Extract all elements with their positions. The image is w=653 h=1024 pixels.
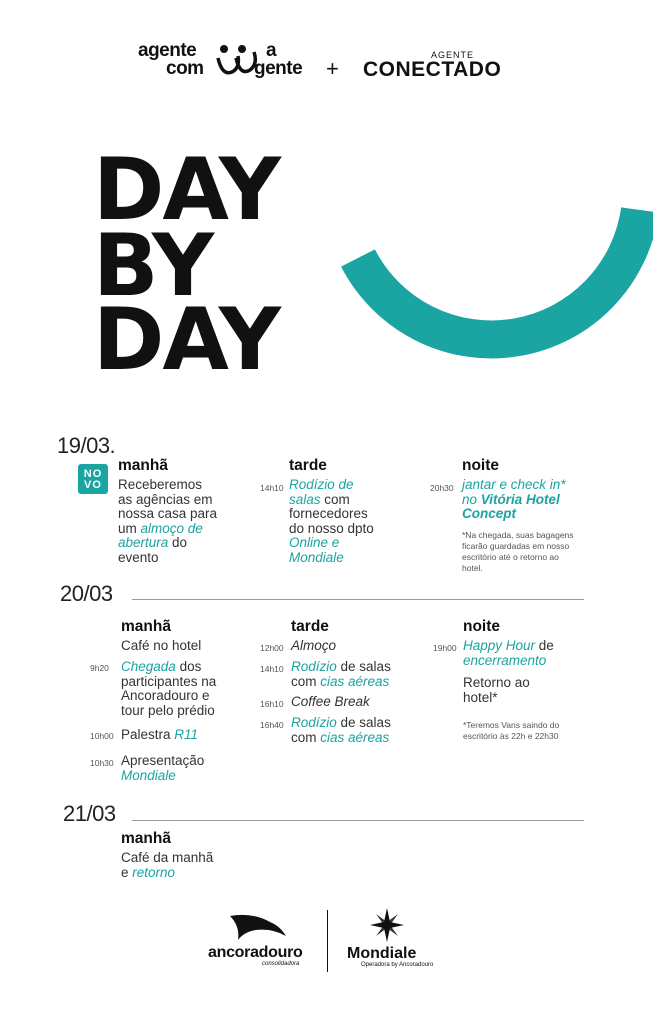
day1-night-time: 20h30 — [430, 483, 454, 493]
day2-afternoon-label: tarde — [291, 618, 329, 635]
text-line: abertura do — [118, 535, 188, 550]
highlight: salas — [289, 491, 321, 507]
text-line: as agências em — [118, 491, 213, 507]
day2-afternoon-time3: 16h10 — [260, 699, 284, 709]
highlight: R11 — [174, 727, 199, 742]
agente-conectado-logo — [363, 48, 528, 84]
day1-afternoon-label: tarde — [289, 457, 327, 474]
mondiale-name: Mondiale — [347, 945, 417, 962]
text-line: evento — [118, 549, 159, 565]
text-line: nossa casa para — [118, 506, 218, 521]
highlight: encerramento — [463, 652, 547, 668]
highlight: retorno — [132, 864, 176, 880]
novo-badge — [78, 464, 108, 494]
day2-night-time1: 19h00 — [433, 643, 457, 653]
title-line-1: DAY — [93, 140, 279, 240]
title-line-2: BY — [93, 216, 213, 316]
day2-date: 20/03 — [60, 581, 113, 606]
day2-morning-item1: Chegada dos participantes na Ancoradouro e tour pelo prédio — [121, 659, 217, 718]
teal-arc-decoration — [340, 200, 653, 390]
highlight: abertura — [118, 535, 169, 550]
highlight: Rodízio — [291, 715, 337, 730]
day1-night-label: noite — [462, 457, 500, 474]
day2-morning-label: manhã — [121, 618, 171, 635]
day2-night-item2: Retorno ao hotel* — [463, 675, 530, 705]
day2-night-note: *Teremos Vans saindo do escritório às 22h e 22h30 — [463, 720, 560, 741]
day2-morning-item2: Palestra R11 — [121, 727, 199, 742]
day1-afternoon-text: Rodízio de salas com fornecedores do nosso dpto Online e Mondiale — [289, 478, 419, 565]
agente-com-a-gente-logo — [138, 40, 308, 82]
day1-date: 19/03. — [57, 433, 116, 458]
day1-morning-label: manhã — [118, 457, 168, 474]
day2-morning-time2: 10h00 — [90, 731, 114, 741]
ancoradouro-wing-icon — [230, 912, 288, 942]
day2-morning-time3: 10h30 — [90, 758, 114, 768]
title-line-3: DAY — [93, 290, 279, 390]
text-line: um almoço de — [118, 520, 203, 536]
day2-night-item1: Happy Hour de encerramento — [463, 638, 554, 668]
day2-afternoon-item4: Rodízio de salas com cias aéreas — [291, 715, 391, 745]
day2-night-label: noite — [463, 618, 501, 635]
ancoradouro-name: ancoradouro — [208, 944, 303, 961]
highlight: Concept — [462, 506, 516, 521]
day1-night-note: *Na chegada, suas bagagens ficarão guardadas em nosso escritório até o retorno ao hotel. — [462, 530, 574, 573]
people-icon — [214, 42, 262, 82]
highlight: Rodízio de — [289, 477, 354, 492]
day2-afternoon-time4: 16h40 — [260, 720, 284, 730]
highlight: cias aéreas — [320, 673, 390, 689]
day3-morning-label: manhã — [121, 830, 171, 847]
day2-afternoon-item2: Rodízio de salas com cias aéreas — [291, 659, 391, 689]
day2-morning-item0: Café no hotel — [121, 638, 202, 653]
logo-main-text: CONECTADO — [363, 58, 502, 81]
badge-line-1: NO — [83, 468, 103, 480]
day2-morning-time1: 9h20 — [90, 663, 109, 673]
footer-divider — [327, 910, 328, 972]
day2-afternoon-item1: Almoço — [291, 638, 337, 653]
highlight: Vitória Hotel — [480, 491, 560, 507]
mondiale-star-icon — [370, 908, 404, 942]
highlight: Rodízio — [291, 659, 337, 674]
mondiale-sub: Operadora by Ancoradouro — [361, 962, 434, 968]
logo-text-agente: agente — [138, 40, 197, 61]
highlight: Mondiale — [121, 767, 176, 783]
day2-divider — [132, 599, 584, 600]
day2-afternoon-item3: Coffee Break — [291, 694, 370, 709]
day3-date: 21/03 — [63, 801, 116, 826]
day3-morning-text: Café da manhã e retorno — [121, 850, 214, 880]
day2-afternoon-time2: 14h10 — [260, 664, 284, 674]
ancoradouro-sub: consolidadora — [262, 961, 300, 967]
logo-text-gente: gente — [254, 58, 303, 79]
day2-afternoon-time1: 12h00 — [260, 643, 284, 653]
day1-afternoon-time: 14h10 — [260, 483, 284, 493]
badge-line-2: VO — [84, 479, 102, 491]
day1-night-text: jantar e check in* no Vitória Hotel Concept — [462, 478, 602, 522]
logo-text-com: com — [166, 58, 204, 79]
day3-divider — [132, 820, 584, 821]
highlight: jantar e check in* — [462, 477, 566, 492]
logo-superscript: AGENTE — [431, 50, 475, 60]
highlight: Mondiale — [289, 549, 344, 565]
highlight: almoço de — [140, 520, 203, 536]
plus-sign: + — [326, 56, 339, 81]
highlight: Happy Hour — [463, 638, 536, 653]
logo-text-a: a — [266, 40, 277, 61]
day2-morning-item3: Apresentação Mondiale — [121, 753, 205, 783]
highlight: cias aéreas — [320, 729, 390, 745]
highlight: Online e — [289, 535, 340, 550]
day1-morning-text — [118, 478, 248, 565]
highlight: Chegada — [121, 659, 176, 674]
text-line: Receberemos — [118, 477, 203, 492]
